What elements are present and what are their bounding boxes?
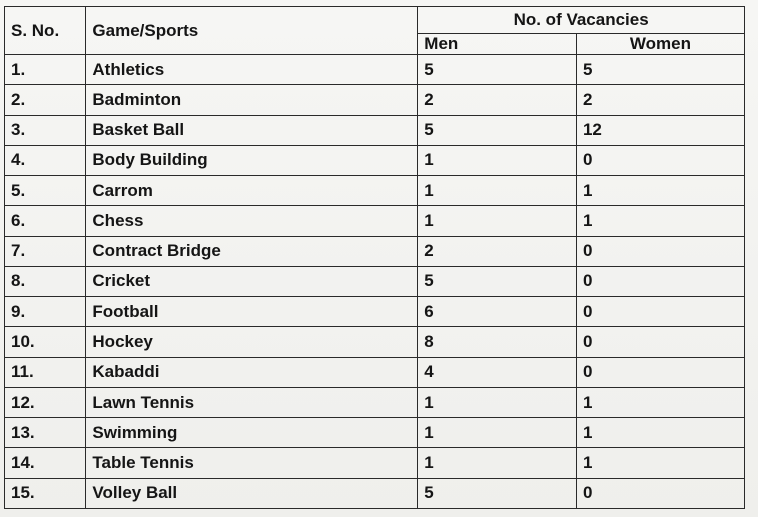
row-game: Athletics bbox=[86, 55, 418, 85]
row-game: Football bbox=[86, 297, 418, 327]
row-men: 1 bbox=[418, 387, 577, 417]
header-vacancies: No. of Vacancies bbox=[418, 7, 745, 34]
row-men: 2 bbox=[418, 85, 577, 115]
row-sno: 12. bbox=[5, 387, 86, 417]
header-row-top bbox=[5, 7, 745, 34]
row-sno: 2. bbox=[5, 85, 86, 115]
row-sno: 13. bbox=[5, 418, 86, 448]
row-women: 1 bbox=[576, 387, 744, 417]
table-row bbox=[5, 176, 745, 206]
row-men: 4 bbox=[418, 357, 577, 387]
row-men: 5 bbox=[418, 478, 577, 508]
table-row bbox=[5, 266, 745, 296]
row-game: Table Tennis bbox=[86, 448, 418, 478]
row-women: 2 bbox=[576, 85, 744, 115]
table-row bbox=[5, 85, 745, 115]
row-women: 5 bbox=[576, 55, 744, 85]
row-game: Swimming bbox=[86, 418, 418, 448]
row-women: 1 bbox=[576, 176, 744, 206]
header-women: Women bbox=[576, 34, 744, 55]
row-game: Kabaddi bbox=[86, 357, 418, 387]
row-sno: 9. bbox=[5, 297, 86, 327]
row-women: 0 bbox=[576, 266, 744, 296]
row-men: 1 bbox=[418, 448, 577, 478]
row-game: Hockey bbox=[86, 327, 418, 357]
row-men: 1 bbox=[418, 145, 577, 175]
row-sno: 11. bbox=[5, 357, 86, 387]
table-row bbox=[5, 55, 745, 85]
row-game: Carrom bbox=[86, 176, 418, 206]
row-men: 6 bbox=[418, 297, 577, 327]
table-body bbox=[5, 55, 745, 509]
row-game: Contract Bridge bbox=[86, 236, 418, 266]
row-sno: 5. bbox=[5, 176, 86, 206]
row-sno: 7. bbox=[5, 236, 86, 266]
table-row bbox=[5, 387, 745, 417]
header-sno: S. No. bbox=[5, 7, 86, 55]
row-sno: 6. bbox=[5, 206, 86, 236]
row-women: 12 bbox=[576, 115, 744, 145]
row-women: 0 bbox=[576, 357, 744, 387]
table-row bbox=[5, 145, 745, 175]
row-men: 5 bbox=[418, 55, 577, 85]
table-row bbox=[5, 418, 745, 448]
row-game: Volley Ball bbox=[86, 478, 418, 508]
row-men: 2 bbox=[418, 236, 577, 266]
table-row bbox=[5, 206, 745, 236]
row-women: 1 bbox=[576, 418, 744, 448]
header-men: Men bbox=[418, 34, 577, 55]
row-game: Basket Ball bbox=[86, 115, 418, 145]
table-row bbox=[5, 357, 745, 387]
row-women: 0 bbox=[576, 478, 744, 508]
row-women: 1 bbox=[576, 206, 744, 236]
table-row bbox=[5, 236, 745, 266]
row-sno: 10. bbox=[5, 327, 86, 357]
table-row bbox=[5, 327, 745, 357]
row-women: 0 bbox=[576, 297, 744, 327]
table-row bbox=[5, 448, 745, 478]
row-game: Cricket bbox=[86, 266, 418, 296]
row-sno: 1. bbox=[5, 55, 86, 85]
row-men: 1 bbox=[418, 176, 577, 206]
row-sno: 4. bbox=[5, 145, 86, 175]
row-sno: 14. bbox=[5, 448, 86, 478]
table-row bbox=[5, 297, 745, 327]
row-men: 1 bbox=[418, 418, 577, 448]
row-men: 8 bbox=[418, 327, 577, 357]
row-men: 5 bbox=[418, 115, 577, 145]
row-game: Lawn Tennis bbox=[86, 387, 418, 417]
row-sno: 3. bbox=[5, 115, 86, 145]
table-row bbox=[5, 478, 745, 508]
row-sno: 15. bbox=[5, 478, 86, 508]
header-game: Game/Sports bbox=[86, 7, 418, 55]
row-women: 0 bbox=[576, 236, 744, 266]
row-men: 1 bbox=[418, 206, 577, 236]
row-women: 0 bbox=[576, 145, 744, 175]
row-women: 0 bbox=[576, 327, 744, 357]
row-sno: 8. bbox=[5, 266, 86, 296]
row-game: Chess bbox=[86, 206, 418, 236]
row-game: Badminton bbox=[86, 85, 418, 115]
table-row bbox=[5, 115, 745, 145]
vacancies-table bbox=[4, 6, 745, 509]
row-women: 1 bbox=[576, 448, 744, 478]
row-men: 5 bbox=[418, 266, 577, 296]
row-game: Body Building bbox=[86, 145, 418, 175]
